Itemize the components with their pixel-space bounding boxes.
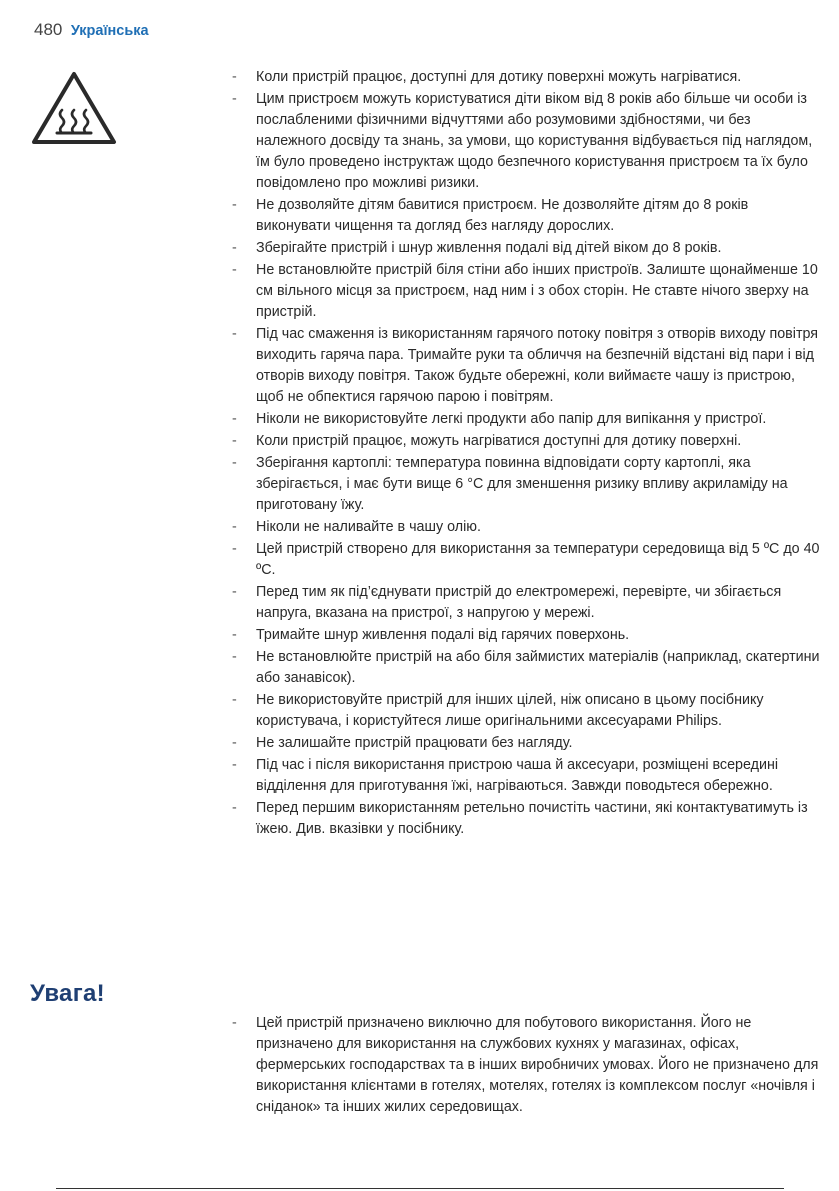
hot-surface-warning-icon	[30, 70, 118, 146]
list-item	[232, 89, 822, 194]
list-item	[232, 195, 822, 237]
language-label: Українська	[70, 23, 149, 39]
bullet-dash: -	[232, 197, 237, 213]
list-item	[232, 324, 822, 408]
list-item-text: Не дозволяйте дітям бавитися пристроєм. Не дозволяйте дітям до 8 років виконувати чищення та догляд без нагляду дорослих.	[256, 197, 749, 234]
list-item	[232, 582, 822, 624]
list-item	[232, 755, 822, 797]
bullet-dash: -	[232, 627, 237, 643]
footer-divider	[56, 1188, 784, 1189]
bullet-dash: -	[232, 735, 237, 751]
caution-list	[232, 1013, 822, 1119]
list-item	[232, 539, 822, 581]
list-item-text: Під час смаження із використанням гарячого потоку повітря з отворів виходу повітря виходить гаряча пара. Тримайте руки та обличчя на безпечній відстані від пари і від отворів виходу повітря. Також будьте обережні, коли виймаєте чашу із пристрою, щоб не обпектися гарячою парою і повітрям.	[256, 326, 819, 405]
bullet-dash: -	[232, 1015, 237, 1031]
list-item-text: Коли пристрій працює, можуть нагріватися доступні для дотику поверхні.	[256, 433, 742, 449]
page-number: 480	[34, 20, 63, 39]
list-item	[232, 733, 822, 754]
list-item-text: Перед першим використанням ретельно почистіть частини, які контактуватимуть із їжею. Див. вказівки у посібнику.	[256, 800, 808, 837]
list-item-text: Зберігайте пристрій і шнур живлення подалі від дітей віком до 8 років.	[256, 240, 722, 256]
list-item-text: Цей пристрій створено для використання за температури середовища від 5 ºC до 40 ºC.	[256, 541, 820, 578]
bullet-dash: -	[232, 519, 237, 535]
bullet-dash: -	[232, 69, 237, 85]
bullet-dash: -	[232, 411, 237, 427]
bullet-dash: -	[232, 91, 237, 107]
bullet-dash: -	[232, 649, 237, 665]
bullet-dash: -	[232, 800, 237, 816]
list-item-text: Цей пристрій призначено виключно для побутового використання. Його не призначено для використання на службових кухнях у магазинах, офісах, фермерських господарствах та в інших виробничих умовах. Його не призначено для використання клієнтами в готелях, мотелях, готелях із комплексом послуг «ночівля і сніданок» та інших жилих середовищах.	[256, 1015, 819, 1115]
list-item-text: Ніколи не наливайте в чашу олію.	[256, 519, 481, 535]
list-item	[232, 1013, 822, 1118]
bullet-dash: -	[232, 455, 237, 471]
bullet-dash: -	[232, 757, 237, 773]
list-item-text: Ніколи не використовуйте легкі продукти або папір для випікання у пристрої.	[256, 411, 767, 427]
list-item	[232, 409, 822, 430]
caution-heading: Увага!	[30, 980, 105, 1007]
list-item	[232, 260, 822, 323]
list-item	[232, 517, 822, 538]
list-item	[232, 67, 822, 88]
bullet-dash: -	[232, 240, 237, 256]
list-item	[232, 431, 822, 452]
list-item-text: Під час і після використання пристрою чаша й аксесуари, розміщені всередині відділення для приготування їжі, нагріваються. Завжди поводьтеся обережно.	[256, 757, 779, 794]
list-item-text: Не встановлюйте пристрій біля стіни або інших пристроїв. Залиште щонайменше 10 см вільного місця за пристроєм, над ним і з обох сторін. Не ставте нічого зверху на пристрій.	[256, 262, 818, 320]
bullet-dash: -	[232, 433, 237, 449]
list-item	[232, 798, 822, 840]
list-item	[232, 647, 822, 689]
bullet-dash: -	[232, 692, 237, 708]
list-item-text: Цим пристроєм можуть користуватися діти віком від 8 років або більше чи особи із послабленими фізичними відчуттями або розумовими здібностями, чи без належного досвіду та знань, за умови, що користування відбувається під наглядом, їм було проведено інструктаж щодо безпечного користування пристроєм та їх було повідомлено про можливі ризики.	[256, 91, 813, 191]
bullet-dash: -	[232, 326, 237, 342]
list-item	[232, 625, 822, 646]
list-item	[232, 690, 822, 732]
bullet-dash: -	[232, 584, 237, 600]
list-item-text: Коли пристрій працює, доступні для дотику поверхні можуть нагріватися.	[256, 69, 742, 85]
warning-list	[232, 67, 822, 841]
list-item-text: Тримайте шнур живлення подалі від гарячих поверхонь.	[256, 627, 630, 643]
list-item	[232, 238, 822, 259]
list-item	[232, 453, 822, 516]
bullet-dash: -	[232, 541, 237, 557]
list-item-text: Перед тим як під’єднувати пристрій до електромережі, перевірте, чи збігається напруга, вказана на пристрої, з напругою у мережі.	[256, 584, 782, 621]
list-item-text: Не залишайте пристрій працювати без нагляду.	[256, 735, 573, 751]
bullet-dash: -	[232, 262, 237, 278]
list-item-text: Не встановлюйте пристрій на або біля займистих матеріалів (наприклад, скатертини або занавісок).	[256, 649, 820, 686]
page-header	[34, 20, 149, 40]
list-item-text: Не використовуйте пристрій для інших цілей, ніж описано в цьому посібнику користувача, і користуйтеся лише оригінальними аксесуарами Philips.	[256, 692, 764, 729]
list-item-text: Зберігання картоплі: температура повинна відповідати сорту картоплі, яка зберігається, і має бути вище 6 °C для зменшення ризику впливу акриламіду на приготовану їжу.	[256, 455, 788, 513]
